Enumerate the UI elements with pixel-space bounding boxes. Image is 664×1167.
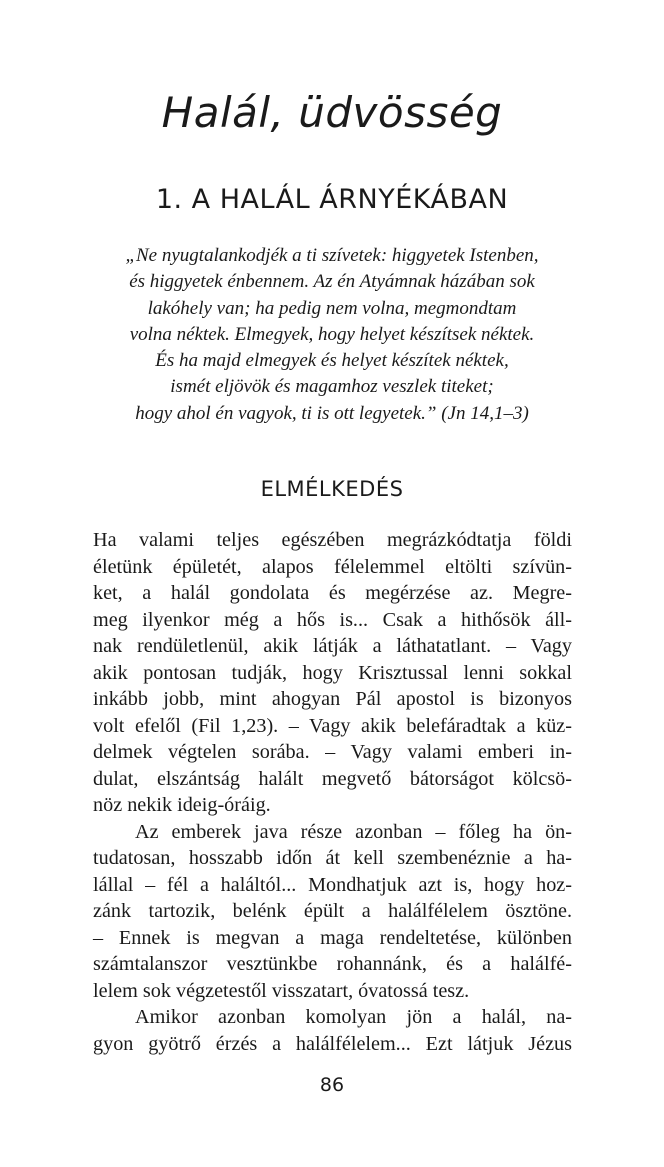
quote-line: És ha majd elmegyek és helyet készítek néktek, xyxy=(155,350,509,372)
body-line: gyon gyötrő érzés a halálfélelem... Ezt látjuk Jézus xyxy=(93,1032,572,1055)
quote-line: és higgyetek énbennem. Az én Atyámnak házában sok xyxy=(129,271,535,293)
body-line: inkább jobb, mint ahogyan Pál apostol is bizonyos xyxy=(93,688,572,710)
body-line: Amikor azonban komolyan jön a halál, na- xyxy=(135,1006,572,1028)
body-line: Az emberek java része azonban – főleg ha ön- xyxy=(135,820,572,843)
page-title: Halál, üdvösség xyxy=(161,88,503,137)
body-line: ket, a halál gondolata és megérzése az. Megre- xyxy=(93,582,572,604)
body-line: életünk épületét, alapos félelemmel eltölti szívün- xyxy=(93,555,572,578)
body-line: nöz nekik ideig-óráig. xyxy=(93,794,271,816)
body-line: lállal – fél a haláltól... Mondhatjuk azt is, hogy hoz- xyxy=(93,873,572,896)
quote-line: lakóhely van; ha pedig nem volna, megmondtam xyxy=(147,297,517,319)
body-line: – Ennek is megvan a maga rendeltetése, különben xyxy=(93,926,572,949)
section-heading: ELMÉLKEDÉS xyxy=(260,477,404,501)
body-line: Ha valami teljes egészében megrázkódtatja földi xyxy=(93,529,572,551)
scripture-quote xyxy=(80,243,584,427)
body-line: lelem sok végzetestől visszatart, óvatossá tesz. xyxy=(93,979,470,1002)
body-line: zánk tartozik, belénk épült a halálfélelem ösztöne. xyxy=(93,900,572,922)
body-text xyxy=(93,527,572,1057)
body-line: akik pontosan tudják, hogy Krisztussal lenni sokkal xyxy=(93,661,572,684)
body-line: meg ilyenkor még a hős is... Csak a hithősök áll- xyxy=(93,608,572,631)
quote-line: ismét eljövök és magamhoz veszlek titeket; xyxy=(170,376,494,398)
page-number: 86 xyxy=(319,1074,345,1096)
body-line: dulat, elszántság halált megvető bátorságot kölcsö- xyxy=(93,767,572,790)
chapter-heading: 1. A HALÁL ÁRNYÉKÁBAN xyxy=(155,184,509,215)
quote-line: „Ne nyugtalankodjék a ti szívetek: higgyetek Istenben, xyxy=(125,245,539,266)
body-line: nak rendületlenül, akik látják a láthatatlant. – Vagy xyxy=(93,635,572,657)
quote-line: hogy ahol én vagyok, ti is ott legyetek.” (Jn 14,1–3) xyxy=(135,402,529,424)
body-line: volt efelől (Fil 1,23). – Vagy akik belefáradtak a küz- xyxy=(93,714,572,737)
body-line: delmek végtelen sorába. – Vagy valami emberi in- xyxy=(93,741,572,763)
body-line: tudatosan, hosszabb időn át kell szembenéznie a ha- xyxy=(93,847,572,869)
body-line: számtalanszor vesztünkbe rohannánk, és a halálfé- xyxy=(93,953,572,975)
quote-line: volna néktek. Elmegyek, hogy helyet készítsek néktek. xyxy=(129,323,535,345)
